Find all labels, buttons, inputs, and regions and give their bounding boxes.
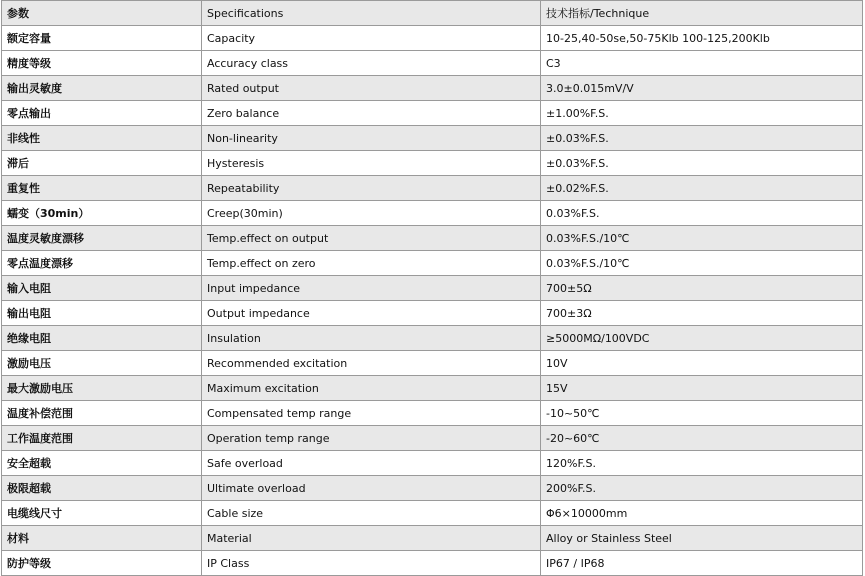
parameter-cell: 防护等级 (2, 551, 202, 576)
parameter-cell: 最大激励电压 (2, 376, 202, 401)
parameter-cell: 重复性 (2, 176, 202, 201)
parameter-cell: 蠕变（30min） (2, 201, 202, 226)
parameter-cell: 零点输出 (2, 101, 202, 126)
parameter-cell: 输出电阻 (2, 301, 202, 326)
technique-value-cell: ±0.03%F.S. (541, 151, 863, 176)
table-row (2, 226, 863, 251)
table-row (2, 101, 863, 126)
table-row (2, 451, 863, 476)
technique-value-cell: IP67 / IP68 (541, 551, 863, 576)
technique-value-cell: ±0.03%F.S. (541, 126, 863, 151)
specification-cell: Insulation (202, 326, 541, 351)
parameter-cell: 输入电阻 (2, 276, 202, 301)
parameter-cell: 温度补偿范围 (2, 401, 202, 426)
parameter-cell: 输出灵敏度 (2, 76, 202, 101)
technique-value-cell: 3.0±0.015mV/V (541, 76, 863, 101)
specification-cell: Creep(30min) (202, 201, 541, 226)
parameter-cell: 精度等级 (2, 51, 202, 76)
specification-cell: Capacity (202, 26, 541, 51)
technique-value-cell: 200%F.S. (541, 476, 863, 501)
specification-cell: Temp.effect on output (202, 226, 541, 251)
table-row (2, 501, 863, 526)
specification-cell: Safe overload (202, 451, 541, 476)
parameter-cell: 零点温度漂移 (2, 251, 202, 276)
technique-value-cell: -20~60℃ (541, 426, 863, 451)
table-row (2, 426, 863, 451)
parameter-cell: 激励电压 (2, 351, 202, 376)
parameter-cell: 材料 (2, 526, 202, 551)
header-technique: 技术指标/Technique (541, 1, 863, 26)
table-row (2, 126, 863, 151)
specification-cell: Hysteresis (202, 151, 541, 176)
parameter-cell: 安全超载 (2, 451, 202, 476)
specification-cell: Material (202, 526, 541, 551)
specification-cell: Accuracy class (202, 51, 541, 76)
technique-value-cell: Alloy or Stainless Steel (541, 526, 863, 551)
specification-cell: Zero balance (202, 101, 541, 126)
table-row (2, 76, 863, 101)
parameter-cell: 非线性 (2, 126, 202, 151)
technique-value-cell: Φ6×10000mm (541, 501, 863, 526)
specification-cell: Ultimate overload (202, 476, 541, 501)
specification-cell: Temp.effect on zero (202, 251, 541, 276)
technique-value-cell: 0.03%F.S./10℃ (541, 226, 863, 251)
technique-value-cell: 120%F.S. (541, 451, 863, 476)
table-row (2, 476, 863, 501)
table-row (2, 251, 863, 276)
table-row (2, 276, 863, 301)
specification-cell: Operation temp range (202, 426, 541, 451)
technique-value-cell: 0.03%F.S. (541, 201, 863, 226)
table-row (2, 176, 863, 201)
table-row (2, 526, 863, 551)
technique-value-cell: C3 (541, 51, 863, 76)
technique-value-cell: -10~50℃ (541, 401, 863, 426)
header-parameter: 参数 (2, 1, 202, 26)
technique-value-cell: ±0.02%F.S. (541, 176, 863, 201)
table-row (2, 551, 863, 576)
parameter-cell: 极限超载 (2, 476, 202, 501)
parameter-cell: 温度灵敏度漂移 (2, 226, 202, 251)
parameter-cell: 绝缘电阻 (2, 326, 202, 351)
parameter-cell: 滞后 (2, 151, 202, 176)
table-row (2, 51, 863, 76)
table-row (2, 301, 863, 326)
table-row (2, 401, 863, 426)
technique-value-cell: 700±5Ω (541, 276, 863, 301)
technique-value-cell: ±1.00%F.S. (541, 101, 863, 126)
table-row (2, 26, 863, 51)
specification-cell: Cable size (202, 501, 541, 526)
technique-value-cell: 0.03%F.S./10℃ (541, 251, 863, 276)
specification-cell: Repeatability (202, 176, 541, 201)
table-header-row (2, 1, 863, 26)
specification-cell: Rated output (202, 76, 541, 101)
technique-value-cell: 10V (541, 351, 863, 376)
table-row (2, 151, 863, 176)
technique-value-cell: 10-25,40-50se,50-75Klb 100-125,200Klb (541, 26, 863, 51)
specification-cell: Maximum excitation (202, 376, 541, 401)
table-row (2, 351, 863, 376)
technique-value-cell: 700±3Ω (541, 301, 863, 326)
specification-cell: IP Class (202, 551, 541, 576)
specification-cell: Non-linearity (202, 126, 541, 151)
parameter-cell: 工作温度范围 (2, 426, 202, 451)
specification-cell: Input impedance (202, 276, 541, 301)
table-row (2, 376, 863, 401)
parameter-cell: 电缆线尺寸 (2, 501, 202, 526)
technique-value-cell: 15V (541, 376, 863, 401)
specifications-table (1, 0, 863, 576)
technique-value-cell: ≥5000MΩ/100VDC (541, 326, 863, 351)
specification-cell: Recommended excitation (202, 351, 541, 376)
specification-cell: Compensated temp range (202, 401, 541, 426)
specification-cell: Output impedance (202, 301, 541, 326)
header-specifications: Specifications (202, 1, 541, 26)
table-row (2, 201, 863, 226)
table-row (2, 326, 863, 351)
specifications-table-body (2, 1, 863, 576)
parameter-cell: 额定容量 (2, 26, 202, 51)
